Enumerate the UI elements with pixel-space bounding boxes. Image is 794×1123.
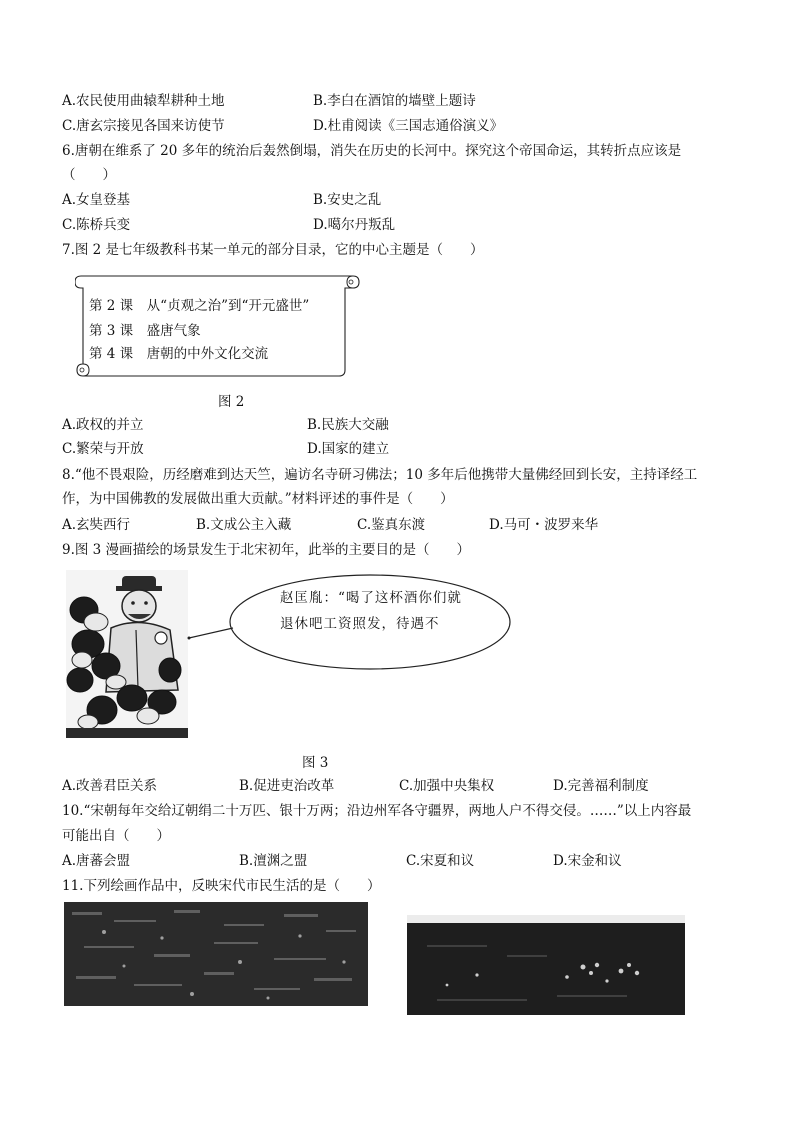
q10-option-a: A.唐蕃会盟 [62, 853, 131, 869]
painting-image-2 [407, 915, 685, 1015]
q8-option-d: D.马可・波罗来华 [489, 517, 599, 533]
lesson-2: 第 2 课 从“贞观之治”到“开元盛世” [89, 298, 310, 314]
q9-option-c: C.加强中央集权 [399, 778, 495, 794]
q8-option-c: C.鉴真东渡 [357, 517, 426, 533]
q8-stem-line2: 作，为中国佛教的发展做出重大贡献。”材料评述的事件是（ ） [62, 491, 454, 507]
q10-option-c: C.宋夏和议 [406, 853, 475, 869]
bubble-text-line2: 退休吧工资照发，待遇不 [280, 616, 440, 632]
q5-option-b: B.李白在酒馆的墙壁上题诗 [313, 93, 476, 109]
q5-option-d: D.杜甫阅读《三国志通俗演义》 [313, 118, 504, 134]
figure-3-caption: 图 3 [302, 755, 329, 771]
q5-option-c: C.唐玄宗接见各国来访使节 [62, 118, 225, 134]
q7-stem: 7.图 2 是七年级教科书某一单元的部分目录，它的中心主题是（ ） [62, 242, 484, 258]
q6-paren: （ ） [62, 167, 116, 183]
q5-option-a: A.农民使用曲辕犁耕种土地 [62, 93, 225, 109]
painting-image-1 [64, 902, 368, 1006]
q7-option-c: C.繁荣与开放 [62, 441, 144, 457]
q6-option-a: A.女皇登基 [62, 192, 131, 208]
lesson-3: 第 3 课 盛唐气象 [89, 323, 201, 339]
q11-stem: 11.下列绘画作品中，反映宋代市民生活的是（ ） [62, 878, 381, 894]
q9-option-a: A.改善君臣关系 [62, 778, 158, 794]
cartoon-image [66, 570, 188, 738]
lesson-4: 第 4 课 唐朝的中外文化交流 [89, 346, 269, 362]
q7-option-a: A.政权的并立 [62, 417, 144, 433]
q7-option-b: B.民族大交融 [307, 417, 389, 433]
q9-stem: 9.图 3 漫画描绘的场景发生于北宋初年，此举的主要目的是（ ） [62, 542, 471, 558]
q6-option-d: D.噶尔丹叛乱 [313, 217, 396, 233]
q6-option-c: C.陈桥兵变 [62, 217, 131, 233]
q6-option-b: B.安史之乱 [313, 192, 382, 208]
figure-2-caption: 图 2 [218, 394, 245, 410]
q6-stem: 6.唐朝在维系了 20 多年的统治后轰然倒塌，消失在历史的长河中。探究这个帝国命运，其转折点应该是 [62, 143, 682, 159]
bubble-text-line1: 赵匡胤：“喝了这杯酒你们就 [280, 590, 462, 606]
q9-option-b: B.促进吏治改革 [239, 778, 335, 794]
q8-option-b: B.文成公主入藏 [196, 517, 292, 533]
q10-stem-line1: 10.“宋朝每年交给辽朝绢二十万匹、银十万两；沿边州军各守疆界，两地人户不得交侵。……”以上内容最 [62, 803, 692, 819]
q10-option-b: B.澶渊之盟 [239, 853, 308, 869]
q9-option-d: D.完善福利制度 [553, 778, 649, 794]
q7-option-d: D.国家的建立 [307, 441, 390, 457]
table-of-contents-scroll [75, 270, 360, 378]
q8-stem-line1: 8.“他不畏艰险，历经磨难到达天竺，遍访名寺研习佛法；10 多年后他携带大量佛经回到长安，主持译经工 [62, 467, 698, 483]
q10-stem-line2: 可能出自（ ） [62, 828, 170, 844]
q8-option-a: A.玄奘西行 [62, 517, 131, 533]
q10-option-d: D.宋金和议 [553, 853, 622, 869]
